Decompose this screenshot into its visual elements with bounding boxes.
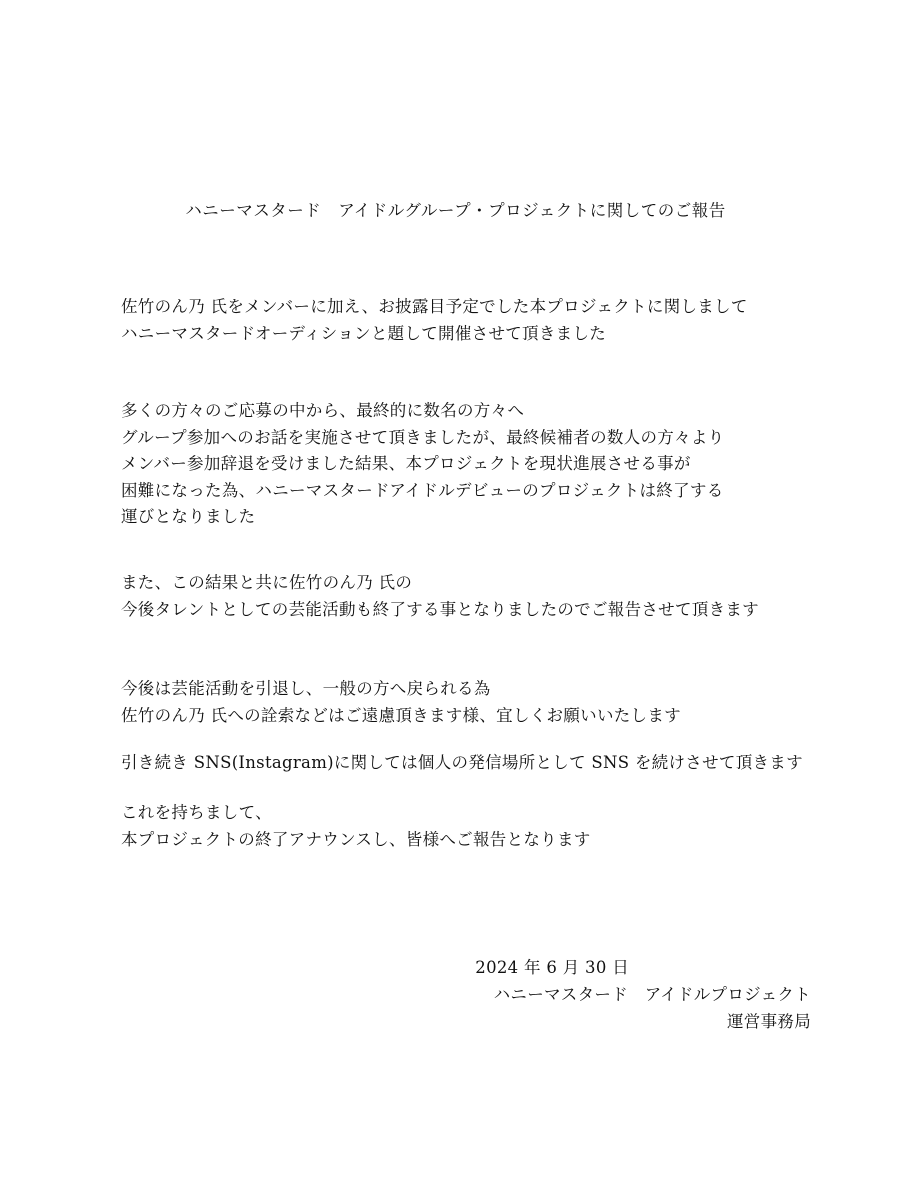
paragraph-sns-continuation xyxy=(121,750,821,777)
paragraph-line: ハニーマスタードオーディションと題して開催させて頂きました xyxy=(121,323,607,343)
paragraph-line: グループ参加へのお話を実施させて頂きましたが、最終候補者の数人の方々より xyxy=(121,427,725,447)
document-title: ハニーマスタード アイドルグループ・プロジェクトに関してのご報告 xyxy=(185,201,726,220)
signature-office: 運営事務局 xyxy=(727,1012,811,1031)
paragraph-line: 多くの方々のご応募の中から、最終的に数名の方々へ xyxy=(121,401,525,420)
paragraph-line: メンバー参加辞退を受けました結果、本プロジェクトを現状進展させる事が xyxy=(121,454,691,473)
paragraph-line: 引き続き SNS(Instagram)に関しては個人の発信場所として SNS を続けさせて頂きます xyxy=(121,753,803,772)
paragraph-line: 困難になった為、ハニーマスタードアイドルデビューのプロジェクトは終了する xyxy=(121,480,724,500)
paragraph-line: 本プロジェクトの終了アナウンスし、皆様へご報告となります xyxy=(121,829,591,849)
paragraph-project-intro xyxy=(121,294,821,347)
paragraph-line: 運びとなりました xyxy=(121,507,256,526)
paragraph-line: 佐竹のん乃 氏への詮索などはご遠慮頂きます様、宜しくお願いいたします xyxy=(121,705,681,725)
paragraph-talent-activity-end xyxy=(121,570,821,623)
paragraph-line: 今後は芸能活動を引退し、一般の方へ戻られる為 xyxy=(121,679,491,698)
paragraph-line: これを持ちまして、 xyxy=(121,803,272,822)
paragraph-audition-result xyxy=(121,398,821,531)
paragraph-line: 今後タレントとしての芸能活動も終了する事となりましたのでご報告させて頂きます xyxy=(121,599,759,619)
paragraph-closing xyxy=(121,800,821,853)
signature-date: 2024 年 6 月 30 日 xyxy=(475,958,629,977)
paragraph-line: 佐竹のん乃 氏をメンバーに加え、お披露目予定でした本プロジェクトに関しまして xyxy=(121,297,748,316)
signature-block xyxy=(475,954,811,1035)
signature-organization: ハニーマスタード アイドルプロジェクト xyxy=(493,985,811,1004)
paragraph-retirement-request xyxy=(121,676,821,729)
paragraph-line: また、この結果と共に佐竹のん乃 氏の xyxy=(121,573,413,592)
